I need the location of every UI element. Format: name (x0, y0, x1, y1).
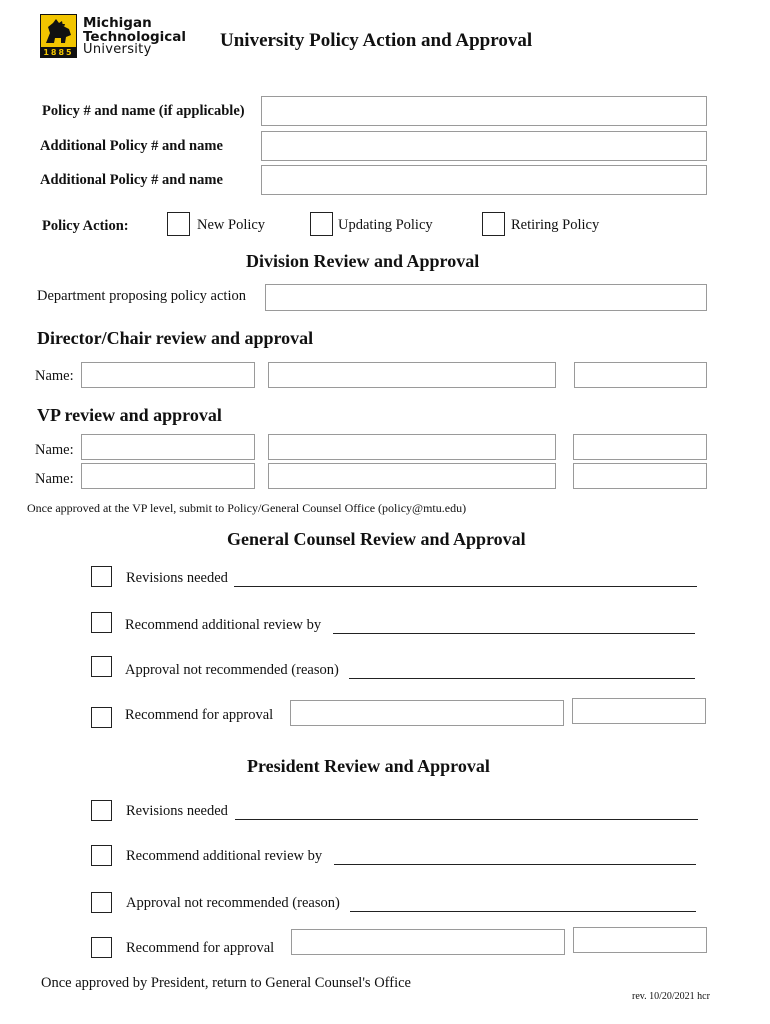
president-heading: President Review and Approval (247, 756, 490, 776)
vp-submit-note: Once approved at the VP level, submit to Policy/General Counsel Office (policy@mtu.edu) (27, 501, 467, 515)
vp-date-input-2[interactable] (573, 463, 707, 489)
pres-not-recommended-checkbox[interactable] (91, 892, 112, 913)
pres-additional-review-label: Recommend additional review by (126, 848, 323, 864)
vp-name-label-1: Name: (35, 442, 74, 458)
policy-label: Policy # and name (if applicable) (42, 103, 245, 119)
director-heading: Director/Chair review and approval (37, 328, 314, 348)
vp-name-input-2[interactable] (81, 463, 255, 489)
updating-policy-checkbox[interactable] (310, 212, 333, 236)
vp-name-label-2: Name: (35, 471, 74, 487)
director-date-input[interactable] (574, 362, 707, 388)
pres-not-recommended-line[interactable] (350, 911, 696, 912)
revision-date: rev. 10/20/2021 hcr (632, 991, 710, 1002)
gc-additional-review-line[interactable] (333, 633, 695, 634)
pres-revisions-label: Revisions needed (126, 803, 228, 819)
director-signature-input[interactable] (268, 362, 556, 388)
pres-additional-review-line[interactable] (334, 864, 696, 865)
pres-revisions-line[interactable] (235, 819, 698, 820)
logo-line-3: University (83, 42, 152, 57)
pres-additional-review-checkbox[interactable] (91, 845, 112, 866)
pres-revisions-checkbox[interactable] (91, 800, 112, 821)
gc-recommend-checkbox[interactable] (91, 707, 112, 728)
pres-recommend-checkbox[interactable] (91, 937, 112, 958)
retiring-policy-checkbox[interactable] (482, 212, 505, 236)
policy-action-label: Policy Action: (42, 218, 129, 234)
gc-recommend-label: Recommend for approval (125, 707, 274, 723)
gc-additional-review-label: Recommend additional review by (125, 617, 322, 633)
vp-signature-input-2[interactable] (268, 463, 556, 489)
additional-policy-label-1: Additional Policy # and name (40, 138, 223, 154)
vp-date-input-1[interactable] (573, 434, 707, 460)
gc-signature-input[interactable] (290, 700, 564, 726)
director-name-label: Name: (35, 368, 74, 384)
director-name-input[interactable] (81, 362, 255, 388)
gc-revisions-checkbox[interactable] (91, 566, 112, 587)
updating-policy-label: Updating Policy (338, 217, 433, 233)
pres-not-recommended-label: Approval not recommended (reason) (126, 895, 340, 911)
new-policy-checkbox[interactable] (167, 212, 190, 236)
gc-revisions-line[interactable] (234, 586, 697, 587)
additional-policy-input-1[interactable] (261, 131, 707, 161)
gc-additional-review-checkbox[interactable] (91, 612, 112, 633)
logo-line-2: Technological (83, 29, 187, 45)
pres-date-input[interactable] (573, 927, 707, 953)
pres-recommend-label: Recommend for approval (126, 940, 275, 956)
logo-year: 1885 (40, 47, 77, 58)
vp-heading: VP review and approval (37, 405, 222, 425)
additional-policy-input-2[interactable] (261, 165, 707, 195)
retiring-policy-label: Retiring Policy (511, 217, 600, 233)
gc-not-recommended-line[interactable] (349, 678, 695, 679)
new-policy-label: New Policy (197, 217, 266, 233)
vp-signature-input-1[interactable] (268, 434, 556, 460)
pres-signature-input[interactable] (291, 929, 565, 955)
gc-not-recommended-label: Approval not recommended (reason) (125, 662, 339, 678)
additional-policy-label-2: Additional Policy # and name (40, 172, 223, 188)
general-counsel-heading: General Counsel Review and Approval (227, 529, 526, 549)
vp-name-input-1[interactable] (81, 434, 255, 460)
president-return-note: Once approved by President, return to General Counsel's Office (41, 975, 411, 991)
logo-line-1: Michigan (83, 15, 152, 31)
gc-date-input[interactable] (572, 698, 706, 724)
department-label: Department proposing policy action (37, 288, 246, 304)
page-title: University Policy Action and Approval (220, 30, 533, 51)
department-input[interactable] (265, 284, 707, 311)
gc-revisions-label: Revisions needed (126, 570, 228, 586)
policy-input[interactable] (261, 96, 707, 126)
division-heading: Division Review and Approval (246, 251, 480, 271)
gc-not-recommended-checkbox[interactable] (91, 656, 112, 677)
